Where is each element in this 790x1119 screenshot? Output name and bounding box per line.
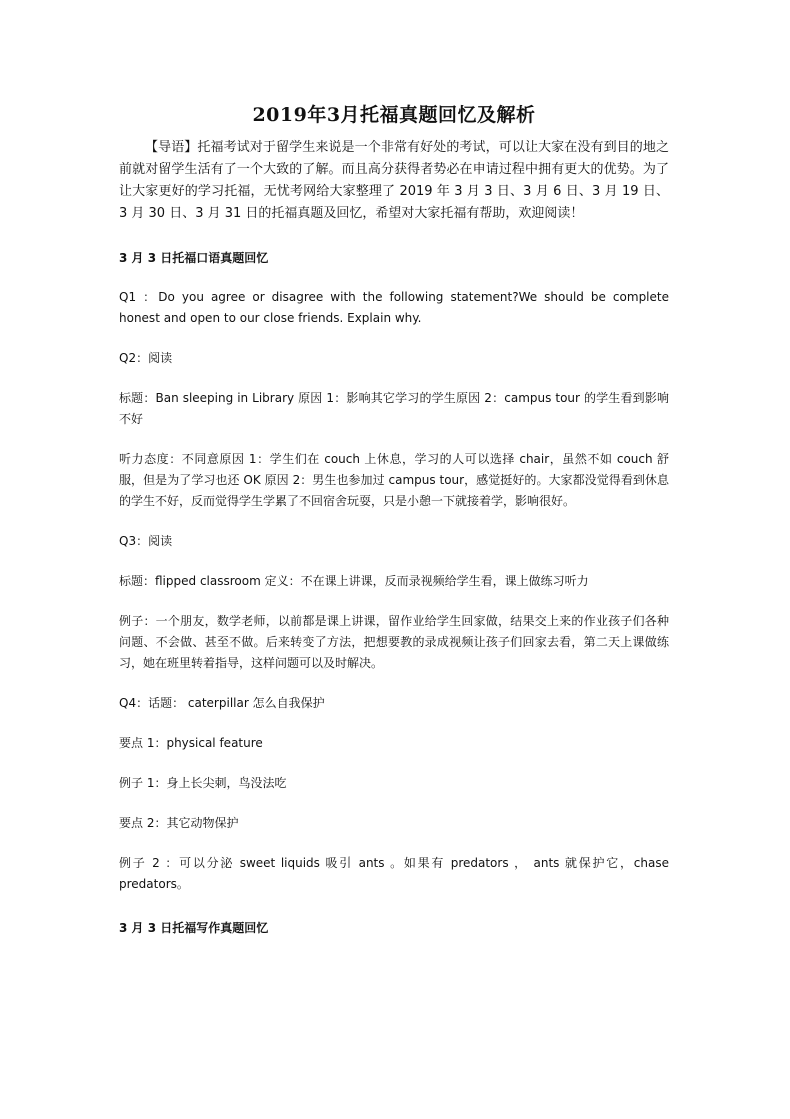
document-content bbox=[119, 102, 669, 938]
question-3-title: 标题：flipped classroom 定义：不在课上讲课，反而录视频给学生看，课上做练习听力 bbox=[119, 574, 589, 588]
page-title: 2019年3月托福真题回忆及解析 bbox=[252, 104, 536, 126]
question-3-example: 例子：一个朋友，数学老师，以前都是课上讲课，留作业给学生回家做，结果交上来的作业孩子们各种问题、不会做、甚至不做。后来转变了方法，把想要教的录成视频让孩子们回家去看，第二天上课做练习，她在班里转着指导，这样问题可以及时解决。 bbox=[119, 614, 669, 670]
question-4-example-2: 例子 2 ：可以分泌 sweet liquids 吸引 ants 。如果有 predators ， ants 就保护它，chase predators。 bbox=[119, 856, 669, 891]
intro-paragraph: 【导语】托福考试对于留学生来说是一个非常有好处的考试，可以让大家在没有到目的地之前就对留学生活有了一个大致的了解。而且高分获得者势必在申请过程中拥有更大的优势。为了让大家更好的学习托福，无忧考网给大家整理了 2019 年 3 月 3 日、3 月 6 日、3 月 19 日、3 月 30 日、3 月 31 日的托福真题及回忆，希望对大家托福有帮助，欢迎阅读！ bbox=[119, 140, 669, 221]
question-2-label: Q2：阅读 bbox=[119, 351, 173, 365]
question-4-example-1: 例子 1：身上长尖刺，鸟没法吃 bbox=[119, 776, 287, 790]
question-4-point-2: 要点 2：其它动物保护 bbox=[119, 816, 239, 830]
question-4-topic: Q4：话题： caterpillar 怎么自我保护 bbox=[119, 696, 325, 710]
question-4-point-1: 要点 1：physical feature bbox=[119, 736, 263, 750]
question-2-title: 标题：Ban sleeping in Library 原因 1：影响其它学习的学生原因 2：campus tour 的学生看到影响不好 bbox=[119, 391, 669, 426]
section-heading-speaking: 3 月 3 日托福口语真题回忆 bbox=[119, 251, 269, 265]
question-2-listening: 听力态度：不同意原因 1：学生们在 couch 上休息，学习的人可以选择 chair，虽然不如 couch 舒服，但是为了学习也还 OK 原因 2：男生也参加过 campus tour，感觉挺好的。大家都没觉得看到休息的学生不好，反而觉得学生学累了不回宿舍玩耍，只是小憩一下就接着学，影响很好。 bbox=[119, 452, 669, 508]
section-heading-writing: 3 月 3 日托福写作真题回忆 bbox=[119, 921, 269, 935]
question-1: Q1 ：Do you agree or disagree with the following statement?We should be complete honest and open to our close friends. Explain why. bbox=[119, 290, 669, 325]
question-3-label: Q3：阅读 bbox=[119, 534, 173, 548]
